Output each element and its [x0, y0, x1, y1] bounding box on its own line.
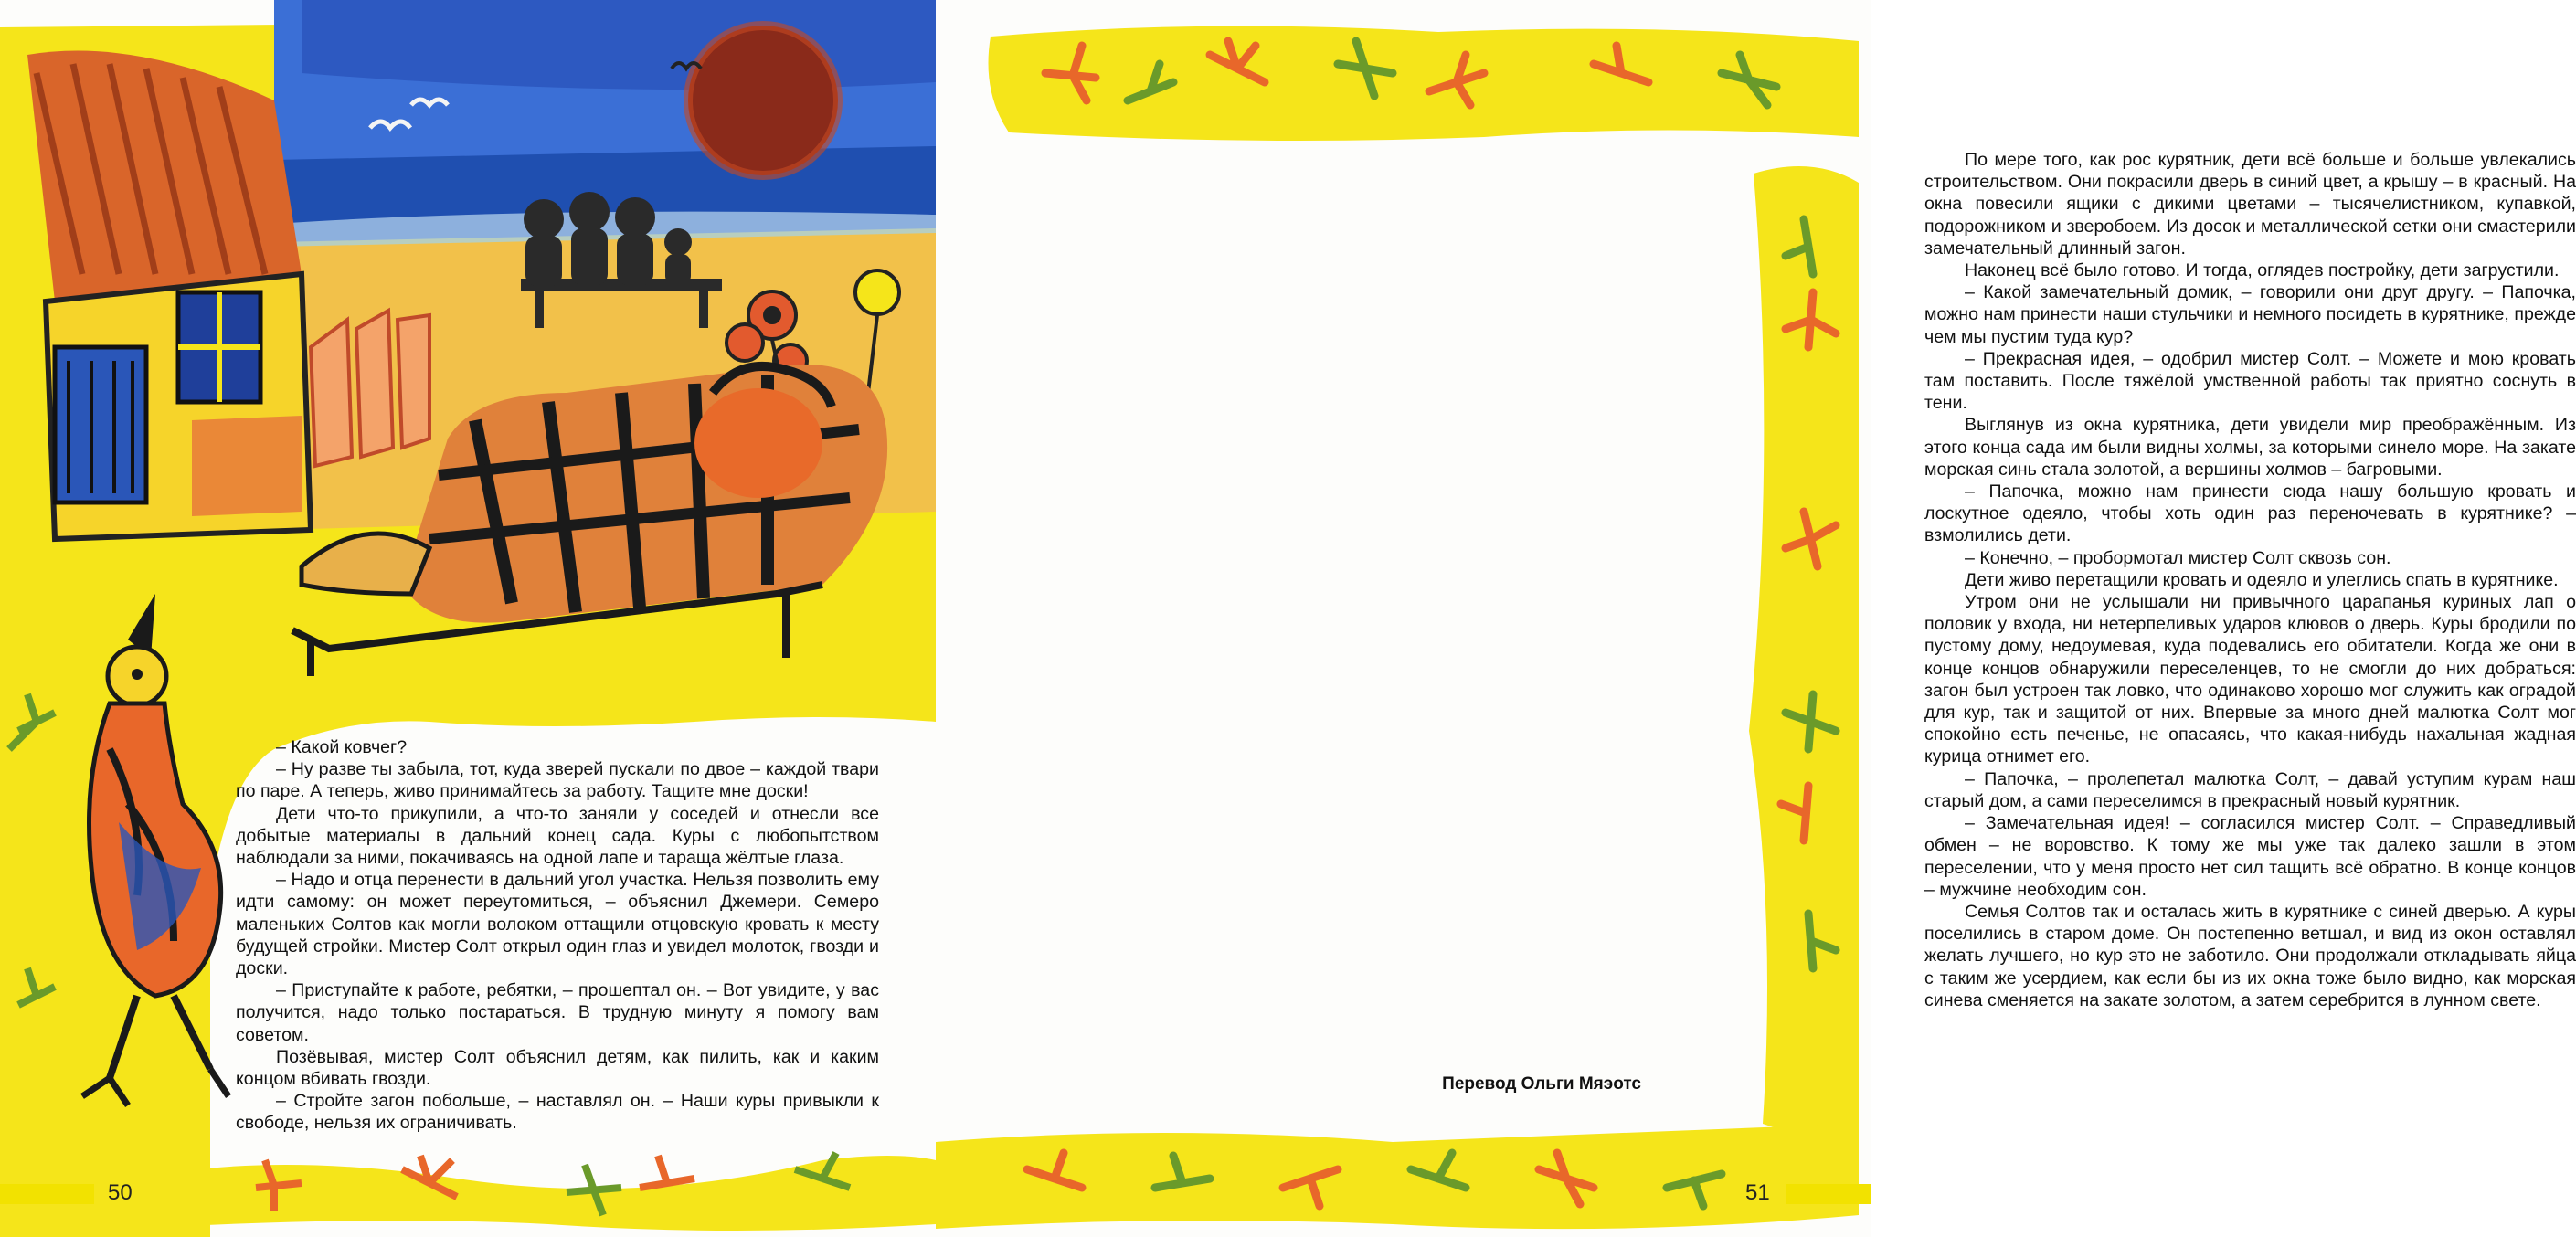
paragraph: – Какой замечательный домик, – говорили они друг другу. – Папочка, можно нам принести наши стульчики и немного посидеть в курятнике, прежде чем мы пустим туда кур? [1924, 282, 2576, 347]
right-page [936, 0, 2576, 1237]
yellow-border-right [1749, 166, 1859, 1133]
house-icon [27, 51, 311, 539]
paragraph: – Стройте загон побольше, – наставлял он. – Наши куры привыкли к свободе, нельзя их ограничивать. [236, 1091, 879, 1134]
left-page [0, 0, 936, 1237]
paragraph: – Какой ковчег? [276, 737, 408, 757]
paragraph: – Прекрасная идея, – одобрил мистер Солт. – Можете и мою кровать там поставить. После тяжёлой умственной работы так приятно соснуть в тени. [1924, 348, 2576, 414]
fence-icon [311, 311, 429, 466]
paragraph: – Приступайте к работе, ребятки, – прошептал он. – Вот увидите, у вас получится, надо только постараться. В трудную минуту я помогу вам советом. [236, 980, 879, 1045]
right-page-text [1924, 149, 2576, 1011]
paragraph: – Папочка, можно нам принести сюда нашу большую кровать и лоскутное одеяло, чтобы хоть один раз переночевать в курятнике? – взмолились дети. [1924, 481, 2576, 546]
paragraph: Утром они не услышали ни привычного царапанья куриных лап о половик у входа, ни нетерпеливых ударов клювов о дверь. Куры бродили по пустому дому, недоумевая, куда подевались его обитатели. Когда же они в конце концов обнаружили переселенцев, то не смогли до них добраться: загон был устроен так ловко, что одинаково хорошо мог служить как оградой для кур, так и защитой от них. Впервые за много дней малютка Солт мог спокойно есть печенье, не опасаясь, что какая-нибудь нахальная жадная курица отнимет его. [1924, 592, 2576, 767]
paragraph: Позёвывая, мистер Солт объяснил детям, как пилить, как и каким концом вбивать гвозди. [236, 1046, 879, 1090]
paragraph: Наконец всё было готово. И тогда, оглядев постройку, дети загрустили. [1965, 260, 2560, 281]
paragraph: Выглянув из окна курятника, дети увидели мир преображённым. Из этого конца сада им были видны холмы, за которыми синело море. На закате морская синь стала золотой, а вершины холмов – багровыми. [1924, 415, 2576, 480]
page-tab-right [1786, 1184, 1871, 1204]
paragraph: Дети что-то прикупили, а что-то заняли у соседей и отнесли все добытые материалы в дальний конец сада. Куры с любопытством наблюдали за ними, покачиваясь на одной лапе и тараща жёлтые глаза. [236, 803, 879, 869]
paragraph: Семья Солтов так и осталась жить в курятнике с синей дверью. А куры поселились в старом доме. Он постепенно ветшал, и вид из окон оставлял желать лучшего, но кур это не заботило. Они продолжали откладывать яйца с таким же усердием, как если бы из их окна тоже было видно, как морская синева сменяется на закате золотом, а затем серебрится в лунном свете. [1924, 901, 2576, 1010]
yellow-border-bottom-left [137, 1156, 936, 1231]
paragraph: – Конечно, – пробормотал мистер Солт сквозь сон. [1965, 547, 2391, 568]
paragraph: – Замечательная идея! – согласился мистер Солт. – Справедливый обмен – не воровство. К тому же мы уже так далеко зашли в этом переселении, что у меня просто нет сил тащить всё обратно. В конце концов – мужчине необходим сон. [1924, 813, 2576, 900]
paragraph: – Ну разве ты забыла, тот, куда зверей пускали по двое – каждой твари по паре. А теперь, живо принимайтесь за работу. Тащите мне доски! [236, 759, 879, 802]
page-number-right: 51 [1745, 1180, 1770, 1205]
yellow-border-top [989, 26, 1860, 141]
paragraph: – Папочка, – пролепетал малютка Солт, – давай уступим курам наш старый дом, а сами переселимся в прекрасный новый курятник. [1924, 768, 2576, 811]
page-number-left: 50 [108, 1180, 133, 1205]
paragraph: – Надо и отца перенести в дальний угол участка. Нельзя позволить ему идти самому: он может переутомиться, – объяснил Джемери. Семеро маленьких Солтов как могли волоком оттащили отцовскую кровать к месту будущей стройки. Мистер Солт открыл один глаз и увидел молоток, гвозди и доски. [236, 870, 879, 979]
paragraph: По мере того, как рос курятник, дети всё больше и больше увлекались строительством. Они покрасили дверь в синий цвет, а крышу – в красный. На окна повесили ящики с дикими цветами – тысячелистником, купавкой, подорожником и зверобоем. Из досок и металлической сетки они смастерили замечательный длинный загон. [1924, 150, 2576, 259]
left-page-text [236, 736, 879, 1135]
translation-credit: Перевод Ольги Мяэотс [1442, 1074, 1641, 1094]
page-tab-left [0, 1184, 94, 1204]
paragraph: Дети живо перетащили кровать и одеяло и улеглись спать в курятнике. [1965, 569, 2559, 590]
right-page-border [936, 0, 1871, 1237]
